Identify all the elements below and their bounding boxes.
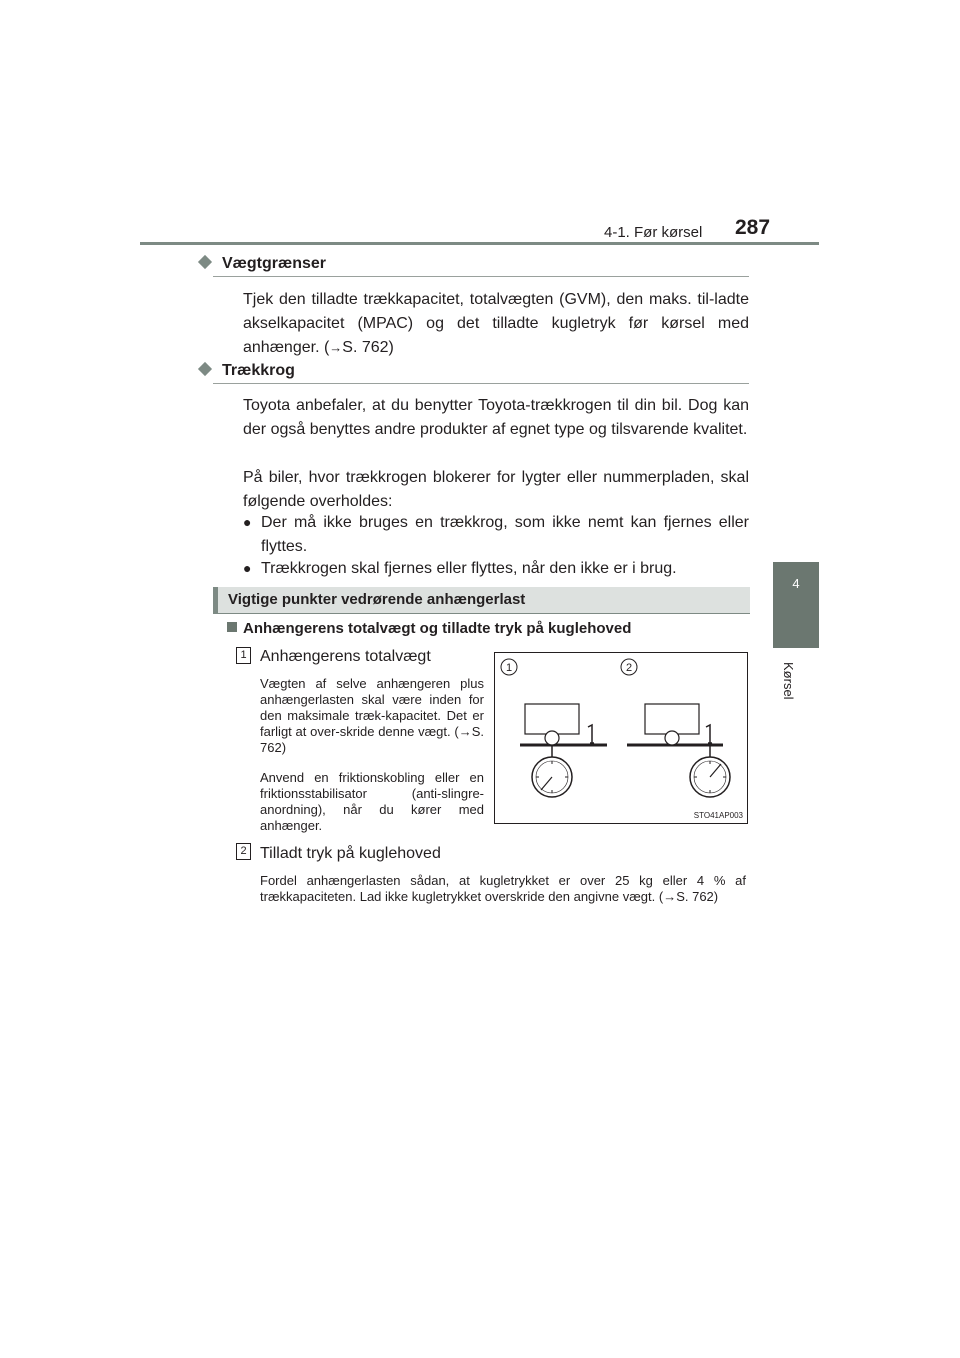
section-rule bbox=[213, 276, 749, 277]
header-rule bbox=[140, 242, 819, 245]
chapter-tab bbox=[773, 562, 819, 648]
item1-title: Anhængerens totalvægt bbox=[260, 648, 431, 665]
arrow-right-icon: → bbox=[329, 340, 343, 355]
chapter-name: Kørsel bbox=[781, 662, 796, 700]
bullet-icon: ● bbox=[243, 560, 252, 576]
trailer-weight-figure bbox=[494, 652, 748, 824]
list-item: ● Trækkrogen skal fjernes eller flyttes, når den ikke er i brug. bbox=[243, 556, 749, 581]
header-section: 4-1. Før kørsel bbox=[604, 224, 703, 241]
figure-label-2: 2 bbox=[625, 662, 633, 674]
square-marker-icon bbox=[227, 622, 237, 632]
figure-code: STO41AP003 bbox=[693, 811, 743, 820]
section-title-tow-hook: Trækkrog bbox=[222, 362, 295, 380]
weight-limits-text: Tjek den tilladte trækkapacitet, totalvægten (GVM), den maks. til-ladte akselkapacitet (MPAC) og det tilladte kugletryk før kørsel med anhænger. (→S. 762) bbox=[243, 291, 749, 356]
tow-hook-para1: Toyota anbefaler, at du benytter Toyota-trækkrogen til din bil. Dog kan der også benyttes andre produkter af egnet type og tilsvarende kvalitet. bbox=[243, 397, 749, 438]
item2-text: Fordel anhængerlasten sådan, at kugletrykket er over 25 kg eller 4 % af trækkapaciteten. Lad ikke kugletrykket overskride den angivne vægt. (→S. 762) bbox=[260, 873, 746, 904]
trailer-total-weight-illustration bbox=[520, 704, 607, 797]
section-title-weight-limits: Vægtgrænser bbox=[222, 255, 326, 273]
arrow-right-icon: → bbox=[458, 724, 472, 739]
tow-hook-para2: På biler, hvor trækkrogen blokerer for lygter eller nummerpladen, skal følgende overholdes: bbox=[243, 469, 749, 510]
list-item: ● Der må ikke bruges en trækkrog, som ikke nemt kan fjernes eller flyttes. bbox=[243, 510, 749, 559]
page-number: 287 bbox=[735, 216, 771, 239]
item-number-1: 1 bbox=[236, 647, 251, 664]
item-number-2: 2 bbox=[236, 843, 251, 860]
important-subheading: Anhængerens totalvægt og tilladte tryk på kuglehoved bbox=[227, 620, 631, 637]
chapter-number: 4 bbox=[792, 576, 800, 591]
important-box-title: Vigtige punkter vedrørende anhængerlast bbox=[213, 587, 750, 613]
figure-label-1: 1 bbox=[505, 662, 513, 674]
trailer-scale-illustration bbox=[495, 653, 747, 823]
arrow-right-icon: → bbox=[663, 889, 677, 904]
bullet-icon: ● bbox=[243, 514, 252, 530]
item2-title: Tilladt tryk på kuglehoved bbox=[260, 845, 441, 862]
tongue-load-illustration bbox=[627, 704, 730, 797]
item1-text2: Anvend en friktionskobling eller en friktionsstabilisator (anti-slingre-anordning), når du kører med anhænger. bbox=[260, 770, 484, 833]
section-rule bbox=[213, 383, 749, 384]
item1-text1: Vægten af selve anhængeren plus anhængerlasten skal være inden for den maksimale træk-kapacitet. Det er farligt at over-skride denne vægt. (→S. 762) bbox=[260, 676, 484, 755]
diamond-icon bbox=[198, 255, 212, 269]
important-box-rule bbox=[213, 613, 750, 614]
diamond-icon bbox=[198, 362, 212, 376]
